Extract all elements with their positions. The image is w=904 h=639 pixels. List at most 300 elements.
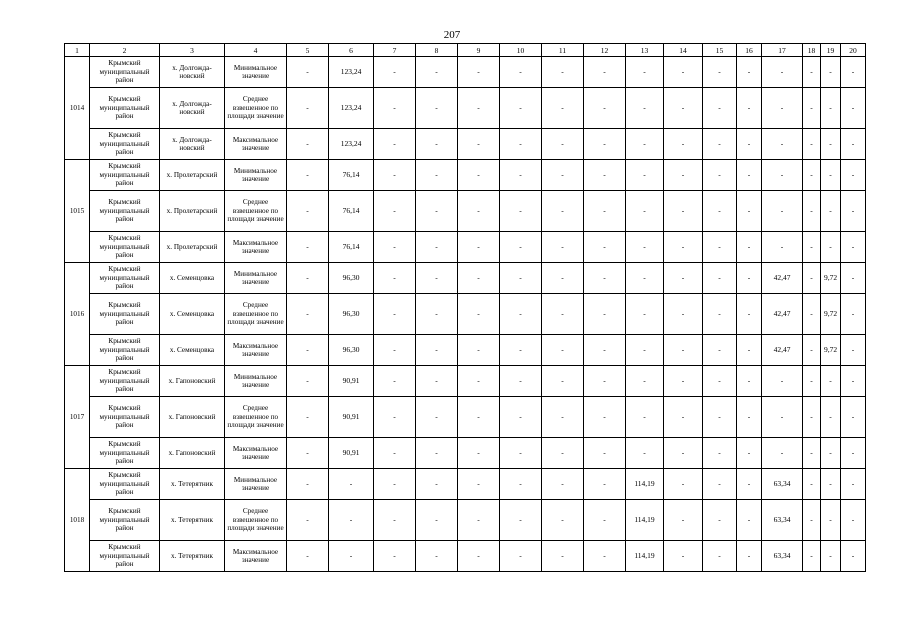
value-cell: - xyxy=(584,500,626,541)
value-cell: - xyxy=(821,469,841,500)
value-cell: - xyxy=(803,294,821,335)
value-cell: - xyxy=(737,397,762,438)
district-cell: Крымский муниципальный район xyxy=(90,191,160,232)
value-cell: - xyxy=(762,57,803,88)
value-cell: - xyxy=(703,438,737,469)
value-cell: - xyxy=(803,366,821,397)
value-cell: - xyxy=(329,541,374,572)
value-cell: - xyxy=(803,88,821,129)
table-row xyxy=(65,438,866,469)
value-cell: - xyxy=(458,294,500,335)
value-cell: - xyxy=(542,366,584,397)
value-cell: - xyxy=(500,88,542,129)
value-cell: - xyxy=(626,88,664,129)
value-cell: - xyxy=(762,366,803,397)
value-cell: - xyxy=(626,366,664,397)
value-cell: 90,91 xyxy=(329,397,374,438)
value-cell: - xyxy=(703,263,737,294)
settlement-cell: х. Пролетарский xyxy=(160,160,225,191)
value-cell: 63,34 xyxy=(762,500,803,541)
district-cell: Крымский муниципальный район xyxy=(90,129,160,160)
value-cell: - xyxy=(374,500,416,541)
value-cell: - xyxy=(287,469,329,500)
value-cell: - xyxy=(500,191,542,232)
value-type-cell: Максимальное значение xyxy=(225,438,287,469)
value-type-cell: Среднее взвешенное по площади значение xyxy=(225,88,287,129)
value-cell: - xyxy=(416,160,458,191)
value-cell: - xyxy=(584,263,626,294)
value-cell: - xyxy=(584,335,626,366)
value-cell: - xyxy=(542,541,584,572)
table-row xyxy=(65,88,866,129)
value-cell: - xyxy=(737,335,762,366)
value-cell: - xyxy=(500,469,542,500)
value-cell: - xyxy=(841,366,866,397)
value-cell: 76,14 xyxy=(329,191,374,232)
column-header: 9 xyxy=(458,44,500,57)
value-cell: - xyxy=(500,397,542,438)
value-type-cell: Среднее взвешенное по площади значение xyxy=(225,294,287,335)
value-cell: - xyxy=(703,335,737,366)
value-cell: - xyxy=(458,397,500,438)
value-cell: - xyxy=(703,191,737,232)
value-cell: - xyxy=(664,469,703,500)
value-cell: - xyxy=(841,160,866,191)
value-cell: - xyxy=(841,88,866,129)
value-type-cell: Минимальное значение xyxy=(225,160,287,191)
value-cell: - xyxy=(737,438,762,469)
value-cell: - xyxy=(584,160,626,191)
header-row xyxy=(65,44,866,57)
value-cell: - xyxy=(626,160,664,191)
value-cell: - xyxy=(841,541,866,572)
settlement-cell: х. Гапоновский xyxy=(160,397,225,438)
value-cell: - xyxy=(664,438,703,469)
value-type-cell: Максимальное значение xyxy=(225,335,287,366)
value-cell: - xyxy=(737,366,762,397)
value-cell: - xyxy=(762,191,803,232)
column-header: 15 xyxy=(703,44,737,57)
table-row xyxy=(65,232,866,263)
page-number: 207 xyxy=(443,29,461,41)
value-cell: - xyxy=(737,263,762,294)
value-cell: - xyxy=(737,160,762,191)
district-cell: Крымский муниципальный район xyxy=(90,335,160,366)
value-cell: - xyxy=(287,438,329,469)
table-row xyxy=(65,335,866,366)
value-cell: - xyxy=(821,129,841,160)
value-cell: - xyxy=(287,232,329,263)
district-cell: Крымский муниципальный район xyxy=(90,232,160,263)
column-header: 8 xyxy=(416,44,458,57)
column-header: 10 xyxy=(500,44,542,57)
value-cell: 96,30 xyxy=(329,263,374,294)
district-cell: Крымский муниципальный район xyxy=(90,541,160,572)
column-header: 16 xyxy=(737,44,762,57)
value-cell: - xyxy=(664,88,703,129)
value-type-cell: Минимальное значение xyxy=(225,366,287,397)
value-cell: - xyxy=(500,129,542,160)
value-cell: - xyxy=(287,335,329,366)
value-cell: 42,47 xyxy=(762,335,803,366)
value-cell: - xyxy=(416,88,458,129)
value-cell: - xyxy=(821,57,841,88)
value-cell: - xyxy=(703,294,737,335)
value-cell: 114,19 xyxy=(626,541,664,572)
value-cell: 90,91 xyxy=(329,366,374,397)
value-cell: - xyxy=(664,160,703,191)
settlement-cell: х. Долгожда-новский xyxy=(160,88,225,129)
value-cell: - xyxy=(542,294,584,335)
value-cell: - xyxy=(416,57,458,88)
value-cell: 114,19 xyxy=(626,500,664,541)
value-cell: 90,91 xyxy=(329,438,374,469)
value-cell: - xyxy=(821,160,841,191)
value-cell: - xyxy=(703,469,737,500)
value-cell: 9,72 xyxy=(821,263,841,294)
value-cell: - xyxy=(500,500,542,541)
value-cell: - xyxy=(374,88,416,129)
value-cell: - xyxy=(458,129,500,160)
settlement-cell: х. Тетерятник xyxy=(160,500,225,541)
value-cell: - xyxy=(374,335,416,366)
value-cell: - xyxy=(762,397,803,438)
table-row xyxy=(65,129,866,160)
value-cell: - xyxy=(626,335,664,366)
value-cell: - xyxy=(703,129,737,160)
value-cell: - xyxy=(821,541,841,572)
value-cell: - xyxy=(841,129,866,160)
value-cell: - xyxy=(500,335,542,366)
value-cell: - xyxy=(542,232,584,263)
value-cell: - xyxy=(841,469,866,500)
value-cell: - xyxy=(762,129,803,160)
value-cell: - xyxy=(841,397,866,438)
table-row xyxy=(65,263,866,294)
value-cell: - xyxy=(803,397,821,438)
value-cell: - xyxy=(542,500,584,541)
value-cell: - xyxy=(664,57,703,88)
value-cell: - xyxy=(374,263,416,294)
value-cell: - xyxy=(542,469,584,500)
value-cell: - xyxy=(374,438,416,469)
value-cell: - xyxy=(500,438,542,469)
table-row xyxy=(65,294,866,335)
value-cell: - xyxy=(542,438,584,469)
value-cell: - xyxy=(542,191,584,232)
value-cell: - xyxy=(416,232,458,263)
value-cell: - xyxy=(374,541,416,572)
value-cell: - xyxy=(458,438,500,469)
value-cell: - xyxy=(664,366,703,397)
value-cell: - xyxy=(626,57,664,88)
value-cell: - xyxy=(803,469,821,500)
value-cell: - xyxy=(664,397,703,438)
district-cell: Крымский муниципальный район xyxy=(90,500,160,541)
value-cell: - xyxy=(584,232,626,263)
value-cell: - xyxy=(841,263,866,294)
column-header: 13 xyxy=(626,44,664,57)
value-cell: - xyxy=(329,469,374,500)
value-cell: - xyxy=(500,160,542,191)
value-cell: - xyxy=(737,541,762,572)
value-cell: - xyxy=(703,232,737,263)
column-header: 1 xyxy=(65,44,90,57)
value-cell: - xyxy=(374,232,416,263)
district-cell: Крымский муниципальный район xyxy=(90,294,160,335)
value-cell: - xyxy=(287,160,329,191)
column-header: 6 xyxy=(329,44,374,57)
group-id-cell: 1018 xyxy=(65,469,90,572)
value-cell: - xyxy=(374,366,416,397)
value-cell: 63,34 xyxy=(762,541,803,572)
value-cell: - xyxy=(287,191,329,232)
value-cell: - xyxy=(374,469,416,500)
value-type-cell: Среднее взвешенное по площади значение xyxy=(225,397,287,438)
value-cell: - xyxy=(584,88,626,129)
value-cell: - xyxy=(416,397,458,438)
value-cell: - xyxy=(542,129,584,160)
value-cell: - xyxy=(841,232,866,263)
district-cell: Крымский муниципальный район xyxy=(90,88,160,129)
column-header: 19 xyxy=(821,44,841,57)
settlement-cell: х. Гапоновский xyxy=(160,366,225,397)
value-cell: - xyxy=(542,57,584,88)
group-id-cell: 1014 xyxy=(65,57,90,160)
value-cell: 123,24 xyxy=(329,129,374,160)
value-cell: - xyxy=(737,469,762,500)
settlement-cell: х. Пролетарский xyxy=(160,232,225,263)
value-cell: - xyxy=(821,438,841,469)
value-cell: - xyxy=(458,191,500,232)
value-cell: - xyxy=(737,191,762,232)
district-cell: Крымский муниципальный район xyxy=(90,469,160,500)
value-cell: - xyxy=(584,129,626,160)
value-cell: 9,72 xyxy=(821,294,841,335)
value-cell: - xyxy=(416,191,458,232)
value-cell: - xyxy=(287,500,329,541)
value-cell: - xyxy=(737,88,762,129)
value-cell: - xyxy=(458,232,500,263)
column-header: 2 xyxy=(90,44,160,57)
value-cell: - xyxy=(287,397,329,438)
district-cell: Крымский муниципальный район xyxy=(90,366,160,397)
value-cell: 42,47 xyxy=(762,294,803,335)
value-cell: - xyxy=(458,366,500,397)
value-cell: - xyxy=(584,541,626,572)
value-cell: - xyxy=(416,129,458,160)
value-cell: - xyxy=(841,57,866,88)
value-cell: - xyxy=(500,263,542,294)
value-cell: - xyxy=(374,294,416,335)
value-cell: - xyxy=(374,397,416,438)
value-cell: - xyxy=(584,438,626,469)
group-id-cell: 1015 xyxy=(65,160,90,263)
value-cell: - xyxy=(500,232,542,263)
value-type-cell: Минимальное значение xyxy=(225,469,287,500)
value-cell: - xyxy=(737,500,762,541)
settlement-cell: х. Семенцовка xyxy=(160,335,225,366)
column-header: 12 xyxy=(584,44,626,57)
value-cell: - xyxy=(500,366,542,397)
value-cell: - xyxy=(287,129,329,160)
value-cell: 63,34 xyxy=(762,469,803,500)
value-type-cell: Среднее взвешенное по площади значение xyxy=(225,500,287,541)
table-row xyxy=(65,191,866,232)
column-header: 18 xyxy=(803,44,821,57)
value-cell: - xyxy=(803,160,821,191)
district-cell: Крымский муниципальный район xyxy=(90,438,160,469)
column-header: 20 xyxy=(841,44,866,57)
value-cell: - xyxy=(584,397,626,438)
value-cell: - xyxy=(416,500,458,541)
value-type-cell: Максимальное значение xyxy=(225,232,287,263)
value-cell: 123,24 xyxy=(329,88,374,129)
value-cell: - xyxy=(803,129,821,160)
column-header: 3 xyxy=(160,44,225,57)
value-cell: 76,14 xyxy=(329,232,374,263)
value-cell: - xyxy=(329,500,374,541)
settlement-cell: х. Гапоновский xyxy=(160,438,225,469)
value-cell: 114,19 xyxy=(626,469,664,500)
column-header: 11 xyxy=(542,44,584,57)
value-cell: - xyxy=(664,335,703,366)
table-row xyxy=(65,397,866,438)
value-cell: - xyxy=(762,232,803,263)
value-cell: - xyxy=(458,263,500,294)
value-cell: - xyxy=(821,397,841,438)
value-cell: - xyxy=(821,88,841,129)
value-cell: - xyxy=(416,294,458,335)
value-cell: - xyxy=(500,57,542,88)
value-cell: - xyxy=(737,294,762,335)
table-row xyxy=(65,469,866,500)
table-row xyxy=(65,541,866,572)
value-cell: - xyxy=(374,129,416,160)
value-cell: 96,30 xyxy=(329,335,374,366)
value-cell: - xyxy=(664,294,703,335)
table-row xyxy=(65,160,866,191)
value-cell: - xyxy=(287,294,329,335)
value-cell: - xyxy=(841,438,866,469)
value-cell: - xyxy=(803,438,821,469)
value-cell: - xyxy=(803,232,821,263)
value-cell: - xyxy=(803,541,821,572)
value-cell: - xyxy=(803,500,821,541)
value-cell: - xyxy=(458,57,500,88)
value-cell: - xyxy=(500,294,542,335)
value-cell: - xyxy=(664,232,703,263)
value-cell: - xyxy=(626,263,664,294)
district-cell: Крымский муниципальный район xyxy=(90,397,160,438)
value-type-cell: Минимальное значение xyxy=(225,57,287,88)
table-row xyxy=(65,57,866,88)
value-cell: - xyxy=(821,500,841,541)
value-cell: - xyxy=(703,88,737,129)
value-cell: - xyxy=(458,88,500,129)
value-cell: - xyxy=(458,469,500,500)
value-cell: - xyxy=(584,294,626,335)
column-header: 4 xyxy=(225,44,287,57)
value-cell: - xyxy=(703,57,737,88)
value-cell: - xyxy=(542,263,584,294)
value-cell: - xyxy=(737,57,762,88)
value-cell: 123,24 xyxy=(329,57,374,88)
value-type-cell: Среднее взвешенное по площади значение xyxy=(225,191,287,232)
value-cell: - xyxy=(626,191,664,232)
value-cell: - xyxy=(287,88,329,129)
value-cell: - xyxy=(703,366,737,397)
value-cell: - xyxy=(821,232,841,263)
value-cell: - xyxy=(287,263,329,294)
table-row xyxy=(65,366,866,397)
value-cell: - xyxy=(762,438,803,469)
value-cell: - xyxy=(737,232,762,263)
value-cell: - xyxy=(287,366,329,397)
value-cell: - xyxy=(374,57,416,88)
value-cell: - xyxy=(458,541,500,572)
value-cell: - xyxy=(458,160,500,191)
district-cell: Крымский муниципальный район xyxy=(90,57,160,88)
column-header: 7 xyxy=(374,44,416,57)
column-header: 14 xyxy=(664,44,703,57)
settlement-cell: х. Тетерятник xyxy=(160,469,225,500)
value-cell: - xyxy=(664,129,703,160)
value-cell: - xyxy=(803,191,821,232)
value-cell: 9,72 xyxy=(821,335,841,366)
settlement-cell: х. Пролетарский xyxy=(160,191,225,232)
value-cell: - xyxy=(416,263,458,294)
value-cell: - xyxy=(841,294,866,335)
value-cell: - xyxy=(841,500,866,541)
value-cell: 76,14 xyxy=(329,160,374,191)
value-cell: - xyxy=(458,500,500,541)
settlement-cell: х. Семенцовка xyxy=(160,263,225,294)
value-cell: - xyxy=(762,160,803,191)
value-cell: - xyxy=(626,438,664,469)
value-cell: - xyxy=(416,469,458,500)
value-cell: - xyxy=(703,541,737,572)
value-cell: - xyxy=(803,335,821,366)
value-cell: 96,30 xyxy=(329,294,374,335)
value-cell: - xyxy=(287,541,329,572)
value-cell: - xyxy=(458,335,500,366)
value-cell: - xyxy=(500,541,542,572)
district-cell: Крымский муниципальный район xyxy=(90,160,160,191)
value-cell: - xyxy=(664,191,703,232)
value-cell: - xyxy=(841,335,866,366)
group-id-cell: 1016 xyxy=(65,263,90,366)
value-cell: - xyxy=(584,57,626,88)
value-cell: - xyxy=(703,160,737,191)
value-cell: - xyxy=(803,57,821,88)
value-type-cell: Максимальное значение xyxy=(225,129,287,160)
value-cell: - xyxy=(542,397,584,438)
value-cell: - xyxy=(584,366,626,397)
data-table xyxy=(64,43,866,572)
value-cell: - xyxy=(841,191,866,232)
value-cell: - xyxy=(416,541,458,572)
value-cell: - xyxy=(287,57,329,88)
value-cell: - xyxy=(416,438,458,469)
value-cell: - xyxy=(626,397,664,438)
value-cell: 42,47 xyxy=(762,263,803,294)
settlement-cell: х. Тетерятник xyxy=(160,541,225,572)
value-cell: - xyxy=(542,160,584,191)
value-cell: - xyxy=(542,335,584,366)
value-cell: - xyxy=(703,500,737,541)
value-cell: - xyxy=(762,88,803,129)
